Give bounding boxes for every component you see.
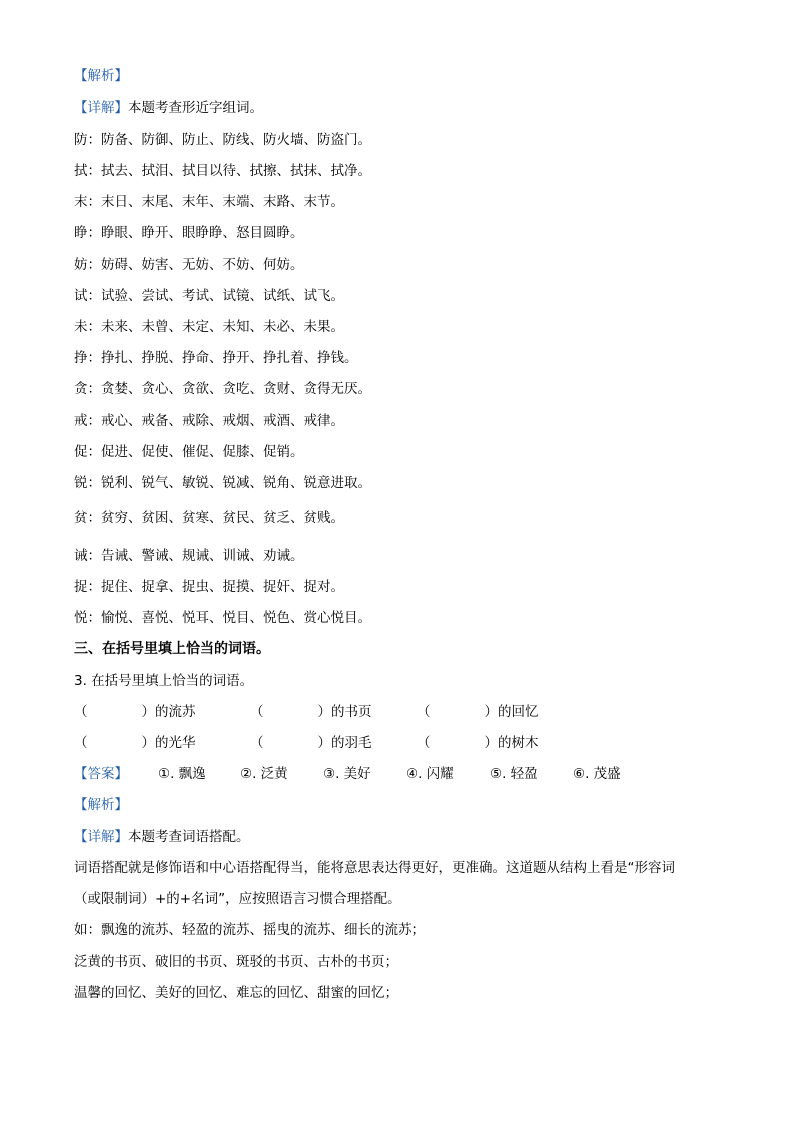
blank-row-1	[74, 703, 724, 721]
word-line: 挣：挣扎、挣脱、挣命、挣开、挣扎着、挣钱。	[74, 350, 358, 366]
answer-item: ⑥. 茂盛	[573, 766, 621, 782]
word-line: 诫：告诫、警诫、规诫、训诫、劝诫。	[74, 548, 304, 564]
word-line: 悦：愉悦、喜悦、悦耳、悦目、悦色、赏心悦目。	[74, 610, 371, 626]
detail-text: 本题考查词语搭配。	[128, 829, 250, 845]
word-line: 妨：妨碍、妨害、无妨、不妨、何妨。	[74, 257, 304, 273]
detail-text: 本题考查形近字组词。	[128, 100, 263, 116]
blank-item: （ ）的书页	[250, 704, 372, 720]
section-heading: 三、在括号里填上恰当的词语。	[74, 641, 270, 657]
blank-row-2	[74, 734, 724, 752]
word-line: 锐：锐利、锐气、敏锐、锐减、锐角、锐意进取。	[74, 475, 371, 491]
word-line: 试：试验、尝试、考试、试镜、试纸、试飞。	[74, 288, 344, 304]
word-line: 拭：拭去、拭泪、拭目以待、拭擦、拭抹、拭净。	[74, 163, 371, 179]
detail-tag: 【详解】	[74, 829, 128, 845]
blank-item: （ ）的流苏	[74, 704, 196, 720]
jiexi-label-2: 【解析】	[74, 797, 128, 813]
example-line: 泛黄的书页、破旧的书页、斑驳的书页、古朴的书页；	[74, 954, 398, 970]
answer-item: ①. 飘逸	[158, 766, 206, 782]
paragraph-line: （或限制词）+的+名词”，应按照语言习惯合理搭配。	[74, 891, 401, 907]
blank-item: （ ）的树木	[417, 735, 539, 751]
answer-item: ⑤. 轻盈	[490, 766, 538, 782]
word-line: 睁：睁眼、睁开、眼睁睁、怒目圆睁。	[74, 225, 304, 241]
word-line: 防：防备、防御、防止、防线、防火墙、防盗门。	[74, 132, 371, 148]
answer-item: ②. 泛黄	[240, 766, 288, 782]
word-line: 戒：戒心、戒备、戒除、戒烟、戒酒、戒律。	[74, 413, 344, 429]
example-line: 温馨的回忆、美好的回忆、难忘的回忆、甜蜜的回忆；	[74, 985, 398, 1001]
word-line: 末：末日、末尾、末年、末端、末路、末节。	[74, 194, 344, 210]
jiexi-label-1: 【解析】	[74, 68, 128, 84]
answer-row	[74, 765, 724, 783]
word-line: 贪：贪婪、贪心、贪欲、贪吃、贪财、贪得无厌。	[74, 381, 371, 397]
blank-item: （ ）的回忆	[417, 704, 539, 720]
detail-line-2	[74, 828, 250, 846]
word-line: 未：未来、未曾、未定、未知、未必、未果。	[74, 319, 344, 335]
detail-tag: 【详解】	[74, 100, 128, 116]
answer-item: ③. 美好	[323, 766, 371, 782]
example-line: 如：飘逸的流苏、轻盈的流苏、摇曳的流苏、细长的流苏；	[74, 922, 425, 938]
answer-item: ④. 闪耀	[406, 766, 454, 782]
word-line: 捉：捉住、捉拿、捉虫、捉摸、捉奸、捉对。	[74, 579, 344, 595]
blank-item: （ ）的光华	[74, 735, 196, 751]
word-line: 促：促进、促使、催促、促膝、促销。	[74, 444, 304, 460]
word-line: 贫：贫穷、贫困、贫寒、贫民、贫乏、贫贱。	[74, 510, 344, 526]
answer-tag: 【答案】	[74, 766, 128, 782]
detail-line-1	[74, 99, 263, 117]
blank-item: （ ）的羽毛	[250, 735, 372, 751]
paragraph-line: 词语搭配就是修饰语和中心语搭配得当，能将意思表达得更好，更准确。这道题从结构上看是“形容词	[74, 860, 675, 876]
question-text: 3. 在括号里填上恰当的词语。	[74, 673, 254, 689]
